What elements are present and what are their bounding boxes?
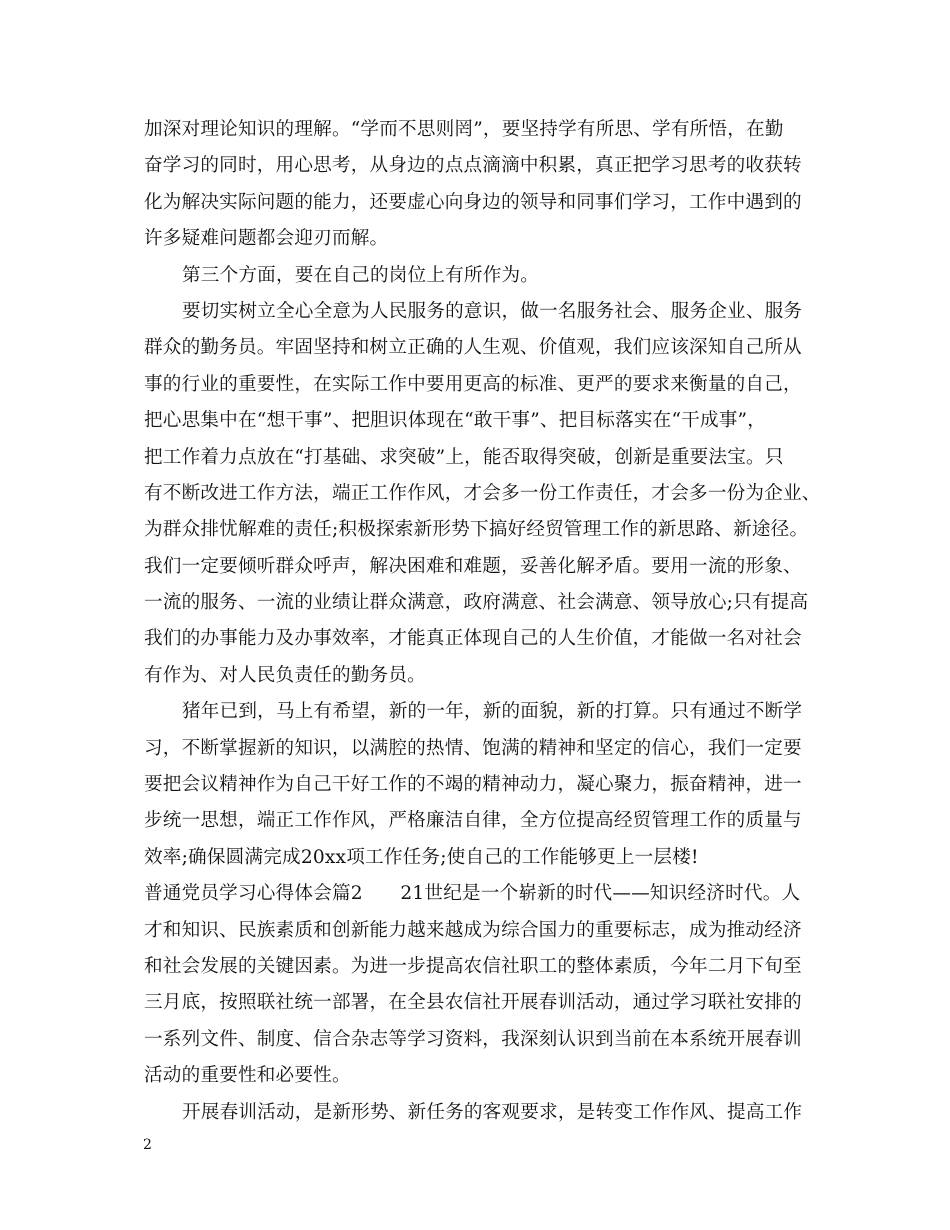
text-line: 三月底，按照联社统一部署，在全县农信社开展春训活动，通过学习联社安排的: [144, 992, 802, 1014]
text-line: 有不断改进工作方法，端正工作作风，才会多一份工作责任，才会多一份为企业、: [144, 482, 821, 504]
text-line: 我们一定要倾听群众呼声，解决困难和难题，妥善化解矛盾。要用一流的形象、: [144, 555, 802, 577]
text-line: 要切实树立全心全意为人民服务的意识，做一名服务社会、服务企业、服务: [182, 300, 803, 322]
text-line: 奋学习的同时，用心思考，从身边的点点滴滴中积累，真正把学习思考的收获转: [144, 155, 802, 177]
text-line: 加深对理论知识的理解。“学而不思则罔”，要坚持学有所思、学有所悟，在勤: [144, 119, 784, 140]
text-line: 和社会发展的关键因素。为进一步提高农信社职工的整体素质，今年二月下旬至: [144, 955, 802, 977]
text-line: 步统一思想，端正工作作风，严格廉洁自律，全方位提高经贸管理工作的质量与: [144, 810, 802, 832]
text-line: 普通党员学习心得体会篇2 21世纪是一个崭新的时代——知识经济时代。人: [144, 883, 801, 905]
document-body: [144, 112, 821, 1131]
text-line: 我们的办事能力及办事效率，才能真正体现自己的人生价值，才能做一名对社会: [144, 628, 802, 650]
text-line: 活动的重要性和必要性。: [144, 1065, 351, 1087]
text-line: 群众的勤务员。牢固坚持和树立正确的人生观、价值观，我们应该深知自己所从: [144, 337, 802, 359]
text-line: 把工作着力点放在“打基础、求突破”上，能否取得突破，创新是重要法宝。只: [144, 446, 784, 468]
text-line: 才和知识、民族素质和创新能力越来越成为综合国力的重要标志，成为推动经济: [144, 919, 802, 941]
text-line: 有作为、对人民负责任的勤务员。: [144, 664, 426, 686]
text-line: 把心思集中在“想干事”、把胆识体现在“敢干事”、把目标落实在“干成事”，: [144, 410, 767, 432]
text-line: 一流的服务、一流的业绩让群众满意，政府满意、社会满意、领导放心;只有提高: [144, 592, 809, 614]
text-line: 猪年已到，马上有希望，新的一年，新的面貌，新的打算。只有通过不断学: [182, 701, 803, 723]
page-number: 2: [143, 1137, 152, 1153]
text-line: 第三个方面，要在自己的岗位上有所作为。: [182, 264, 540, 286]
text-line: 事的行业的重要性，在实际工作中要用更高的标准、更严的要求来衡量的自己，: [144, 373, 802, 395]
text-line: 要把会议精神作为自己干好工作的不竭的精神动力，凝心聚力，振奋精神，进一: [144, 774, 802, 796]
text-line: 为群众排忧解难的责任;积极探索新形势下搞好经贸管理工作的新思路、新途径。: [144, 519, 809, 541]
text-line: 习，不断掌握新的知识，以满腔的热情、饱满的精神和坚定的信心，我们一定要: [144, 737, 802, 759]
text-line: 开展春训活动，是新形势、新任务的客观要求，是转变工作作风、提高工作: [182, 1101, 803, 1123]
text-line: 一系列文件、制度、信合杂志等学习资料，我深刻认识到当前在本系统开展春训: [144, 1028, 802, 1050]
text-line: 效率;确保圆满完成20xx项工作任务;使自己的工作能够更上一层楼!: [144, 846, 699, 868]
text-line: 许多疑难问题都会迎刃而解。: [144, 228, 389, 250]
text-line: 化为解决实际问题的能力，还要虚心向身边的领导和同事们学习，工作中遇到的: [144, 191, 802, 213]
